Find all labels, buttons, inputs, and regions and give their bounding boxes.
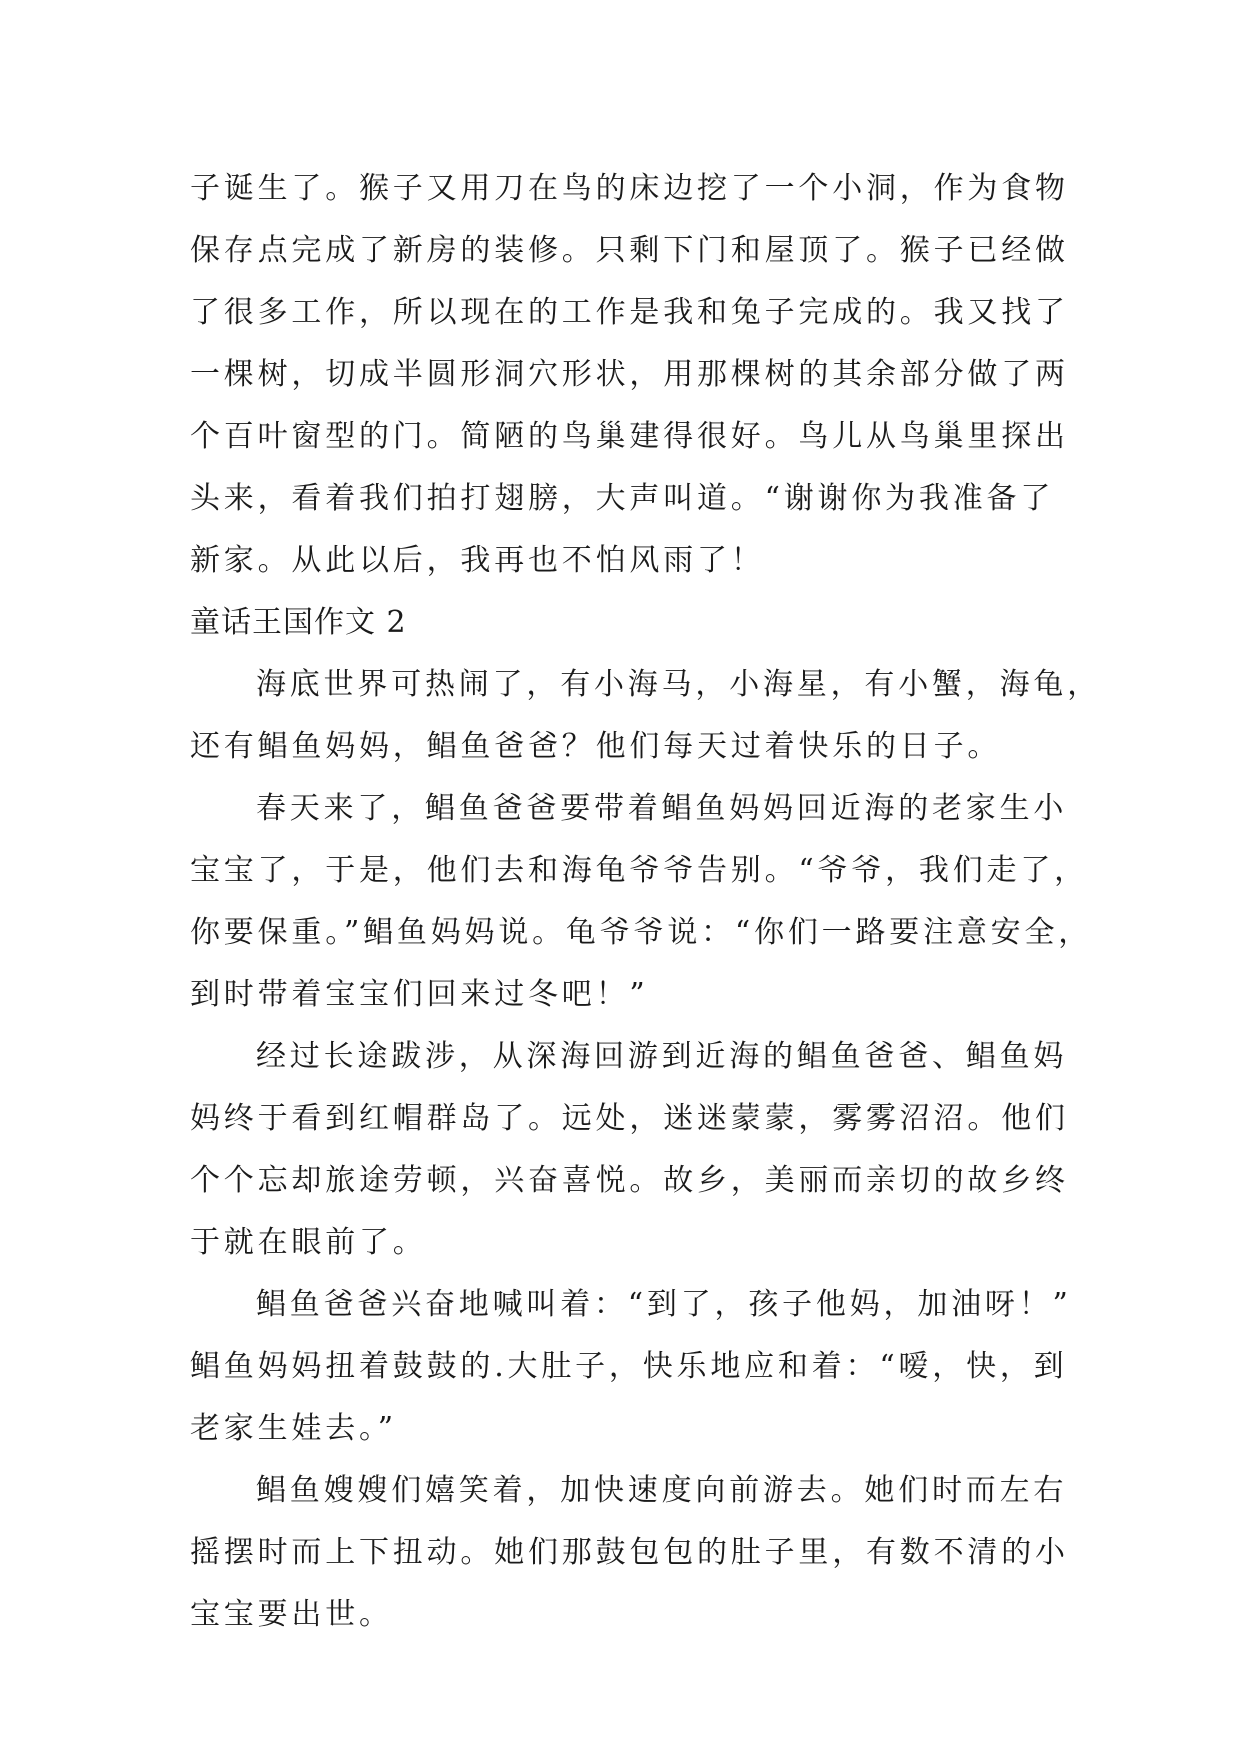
text-line: 老家生娃去。”: [190, 1411, 397, 1446]
text-line: 宝宝了，于是，他们去和海龟爷爷告别。“爷爷，我们走了，: [190, 853, 1088, 888]
text-line: 你要保重。”鲳鱼妈妈说。龟爷爷说：“你们一路要注意安全，: [190, 915, 1093, 950]
section-heading: 童话王国作文 2: [190, 605, 407, 640]
text-line: 到时带着宝宝们回来过冬吧！”: [190, 977, 649, 1012]
text-line: 还有鲳鱼妈妈，鲳鱼爸爸？他们每天过着快乐的日子。: [190, 729, 1002, 764]
paragraph: [190, 778, 1093, 1026]
text-line: 鲳鱼嫂嫂们嬉笑着，加快速度向前游去。她们时而左右: [256, 1473, 1068, 1508]
paragraph: [190, 1274, 1070, 1460]
text-line: 海底世界可热闹了，有小海马，小海星，有小蟹，海龟，: [256, 667, 1101, 702]
text-line: 了很多工作，所以现在的工作是我和兔子完成的。我又找了: [190, 295, 1069, 330]
text-line: 子诞生了。猴子又用刀在鸟的床边挖了一个小洞，作为食物: [190, 171, 1069, 206]
text-line: 鲳鱼妈妈扭着鼓鼓的.大肚子，快乐地应和着：“嗳，快，到: [190, 1349, 1068, 1384]
continuation-paragraph: [190, 158, 1070, 592]
text-line: 妈终于看到红帽群岛了。远处，迷迷蒙蒙，雾雾沼沼。他们: [190, 1101, 1069, 1136]
document-body: [190, 158, 1101, 1646]
text-line: 头来，看着我们拍打翅膀，大声叫道。“谢谢你为我准备了: [190, 481, 1055, 516]
text-line: 宝宝要出世。: [190, 1597, 393, 1632]
text-line: 经过长途跋涉，从深海回游到近海的鲳鱼爸爸、鲳鱼妈: [256, 1039, 1068, 1074]
text-line: 一棵树，切成半圆形洞穴形状，用那棵树的其余部分做了两: [190, 357, 1069, 392]
text-line: 个个忘却旅途劳顿，兴奋喜悦。故乡，美丽而亲切的故乡终: [190, 1163, 1069, 1198]
text-line: 新家。从此以后，我再也不怕风雨了！: [190, 543, 765, 578]
paragraph: [190, 654, 1101, 778]
text-line: 保存点完成了新房的装修。只剩下门和屋顶了。猴子已经做: [190, 233, 1069, 268]
paragraph: [190, 1460, 1070, 1646]
text-line: 春天来了，鲳鱼爸爸要带着鲳鱼妈妈回近海的老家生小: [256, 791, 1068, 826]
text-line: 鲳鱼爸爸兴奋地喊叫着：“到了，孩子他妈，加油呀！”: [256, 1287, 1072, 1322]
text-line: 个百叶窗型的门。简陋的鸟巢建得很好。鸟儿从鸟巢里探出: [190, 419, 1069, 454]
text-line: 摇摆时而上下扭动。她们那鼓包包的肚子里，有数不清的小: [190, 1535, 1069, 1570]
text-line: 于就在眼前了。: [190, 1225, 427, 1260]
paragraph: [190, 1026, 1070, 1274]
